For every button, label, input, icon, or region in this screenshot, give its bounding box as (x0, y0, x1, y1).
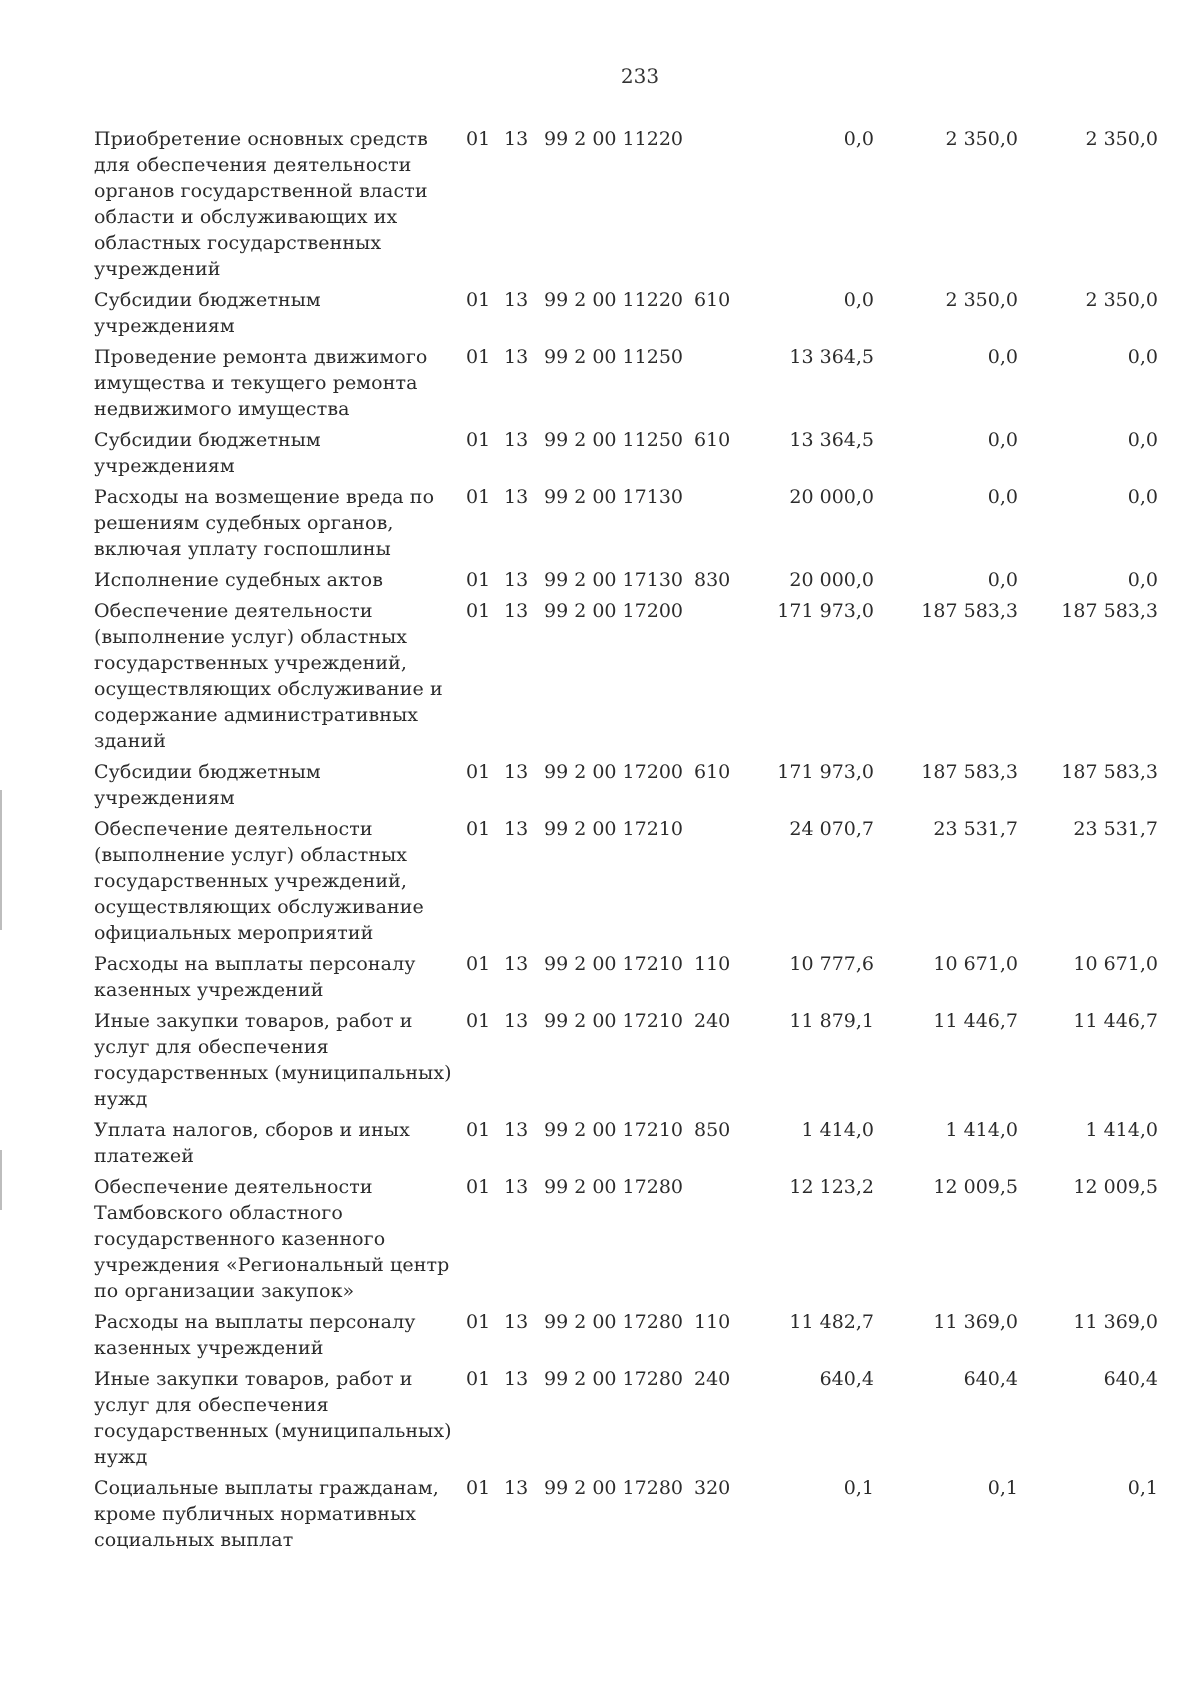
row-expense-type: 830 (694, 569, 731, 591)
row-amount-1: 0,0 (843, 289, 874, 311)
row-amount-2: 0,0 (987, 486, 1018, 508)
table-row (94, 484, 1174, 562)
row-amount-2: 10 671,0 (933, 953, 1018, 975)
row-amount-1: 20 000,0 (789, 569, 874, 591)
row-name: Субсидии бюджетным учреждениям (94, 289, 321, 337)
row-section-code: 01 (466, 1311, 491, 1333)
table-row (94, 1008, 1174, 1112)
row-amount-1: 11 482,7 (789, 1311, 874, 1333)
row-amount-3: 0,0 (1127, 429, 1158, 451)
table-row (94, 344, 1174, 422)
row-subsection-code: 13 (504, 1010, 529, 1032)
row-amount-3: 1 414,0 (1085, 1119, 1158, 1141)
table-row (94, 598, 1174, 754)
row-amount-2: 1 414,0 (945, 1119, 1018, 1141)
row-expense-type: 240 (694, 1010, 731, 1032)
row-name: Расходы на возмещение вреда по решениям судебных органов, включая уплату госпошлины (94, 486, 435, 560)
row-target-article: 99 2 00 11220 (544, 289, 684, 311)
table-row (94, 1366, 1174, 1470)
row-section-code: 01 (466, 289, 491, 311)
table-row (94, 816, 1174, 946)
scan-edge-mark (0, 790, 2, 930)
row-expense-type: 610 (694, 429, 731, 451)
row-subsection-code: 13 (504, 1176, 529, 1198)
row-amount-1: 24 070,7 (789, 818, 874, 840)
row-amount-1: 12 123,2 (789, 1176, 874, 1198)
row-amount-3: 2 350,0 (1085, 128, 1158, 150)
row-amount-1: 10 777,6 (789, 953, 874, 975)
row-expense-type: 110 (694, 953, 731, 975)
row-amount-2: 187 583,3 (921, 600, 1018, 622)
row-expense-type: 240 (694, 1368, 731, 1390)
table-row (94, 567, 1174, 593)
row-subsection-code: 13 (504, 569, 529, 591)
row-name: Проведение ремонта движимого имущества и текущего ремонта недвижимого имущества (94, 346, 428, 420)
row-amount-1: 171 973,0 (777, 600, 874, 622)
row-target-article: 99 2 00 17280 (544, 1477, 684, 1499)
row-target-article: 99 2 00 17130 (544, 486, 684, 508)
row-amount-1: 20 000,0 (789, 486, 874, 508)
row-name: Уплата налогов, сборов и иных платежей (94, 1119, 410, 1167)
row-amount-1: 0,0 (843, 128, 874, 150)
row-amount-3: 23 531,7 (1073, 818, 1158, 840)
row-name: Иные закупки товаров, работ и услуг для обеспечения государственных (муниципальных) нужд (94, 1010, 452, 1110)
row-amount-1: 640,4 (819, 1368, 874, 1390)
row-section-code: 01 (466, 818, 491, 840)
row-target-article: 99 2 00 17210 (544, 818, 684, 840)
row-amount-2: 640,4 (963, 1368, 1018, 1390)
row-subsection-code: 13 (504, 1311, 529, 1333)
row-section-code: 01 (466, 429, 491, 451)
row-amount-1: 13 364,5 (789, 346, 874, 368)
row-name: Обеспечение деятельности Тамбовского областного государственного казенного учреждения «Региональный центр по организации закупок» (94, 1176, 450, 1302)
row-section-code: 01 (466, 1477, 491, 1499)
row-amount-3: 10 671,0 (1073, 953, 1158, 975)
row-subsection-code: 13 (504, 128, 529, 150)
row-amount-3: 187 583,3 (1061, 600, 1158, 622)
row-amount-1: 1 414,0 (801, 1119, 874, 1141)
row-amount-2: 23 531,7 (933, 818, 1018, 840)
row-target-article: 99 2 00 17200 (544, 600, 684, 622)
row-section-code: 01 (466, 346, 491, 368)
row-amount-2: 11 446,7 (933, 1010, 1018, 1032)
row-subsection-code: 13 (504, 1368, 529, 1390)
row-target-article: 99 2 00 17280 (544, 1311, 684, 1333)
table-row (94, 1117, 1174, 1169)
row-name: Исполнение судебных актов (94, 569, 383, 591)
table-row (94, 126, 1174, 282)
row-subsection-code: 13 (504, 1119, 529, 1141)
row-amount-3: 0,0 (1127, 486, 1158, 508)
row-target-article: 99 2 00 11220 (544, 128, 684, 150)
row-subsection-code: 13 (504, 761, 529, 783)
table-row (94, 1309, 1174, 1361)
row-target-article: 99 2 00 17210 (544, 1010, 684, 1032)
row-amount-2: 0,1 (987, 1477, 1018, 1499)
row-amount-3: 187 583,3 (1061, 761, 1158, 783)
row-amount-1: 0,1 (843, 1477, 874, 1499)
row-name: Субсидии бюджетным учреждениям (94, 761, 321, 809)
row-expense-type: 110 (694, 1311, 731, 1333)
row-subsection-code: 13 (504, 600, 529, 622)
row-section-code: 01 (466, 1010, 491, 1032)
row-section-code: 01 (466, 486, 491, 508)
row-name: Субсидии бюджетным учреждениям (94, 429, 321, 477)
table-row (94, 1475, 1174, 1553)
row-amount-1: 171 973,0 (777, 761, 874, 783)
row-expense-type: 320 (694, 1477, 731, 1499)
row-amount-3: 640,4 (1103, 1368, 1158, 1390)
row-subsection-code: 13 (504, 953, 529, 975)
row-amount-2: 0,0 (987, 569, 1018, 591)
row-amount-3: 11 369,0 (1073, 1311, 1158, 1333)
table-row (94, 951, 1174, 1003)
row-section-code: 01 (466, 128, 491, 150)
row-amount-3: 2 350,0 (1085, 289, 1158, 311)
row-subsection-code: 13 (504, 1477, 529, 1499)
row-amount-2: 12 009,5 (933, 1176, 1018, 1198)
row-amount-3: 11 446,7 (1073, 1010, 1158, 1032)
row-section-code: 01 (466, 761, 491, 783)
row-amount-2: 2 350,0 (945, 289, 1018, 311)
row-name: Расходы на выплаты персоналу казенных учреждений (94, 953, 416, 1001)
row-target-article: 99 2 00 11250 (544, 346, 684, 368)
row-name: Иные закупки товаров, работ и услуг для обеспечения государственных (муниципальных) нужд (94, 1368, 452, 1468)
row-subsection-code: 13 (504, 486, 529, 508)
row-name: Обеспечение деятельности (выполнение услуг) областных государственных учреждений, осуществляющих обслуживание и содержание административных зданий (94, 600, 443, 752)
row-target-article: 99 2 00 17210 (544, 953, 684, 975)
row-amount-1: 11 879,1 (789, 1010, 874, 1032)
row-subsection-code: 13 (504, 289, 529, 311)
row-amount-3: 0,1 (1127, 1477, 1158, 1499)
row-subsection-code: 13 (504, 429, 529, 451)
row-subsection-code: 13 (504, 818, 529, 840)
row-name: Социальные выплаты гражданам, кроме публичных нормативных социальных выплат (94, 1477, 439, 1551)
row-target-article: 99 2 00 17200 (544, 761, 684, 783)
row-name: Приобретение основных средств для обеспечения деятельности органов государственной власти области и обслуживающих их областных государственных учреждений (94, 128, 428, 280)
table-row (94, 1174, 1174, 1304)
table-row (94, 427, 1174, 479)
row-amount-1: 13 364,5 (789, 429, 874, 451)
row-amount-2: 0,0 (987, 346, 1018, 368)
row-target-article: 99 2 00 17280 (544, 1368, 684, 1390)
row-target-article: 99 2 00 17280 (544, 1176, 684, 1198)
row-section-code: 01 (466, 1119, 491, 1141)
row-amount-2: 0,0 (987, 429, 1018, 451)
row-expense-type: 610 (694, 289, 731, 311)
table-row (94, 287, 1174, 339)
row-expense-type: 610 (694, 761, 731, 783)
row-section-code: 01 (466, 953, 491, 975)
row-target-article: 99 2 00 17130 (544, 569, 684, 591)
row-section-code: 01 (466, 1368, 491, 1390)
row-name: Расходы на выплаты персоналу казенных учреждений (94, 1311, 416, 1359)
table-row (94, 759, 1174, 811)
row-amount-2: 2 350,0 (945, 128, 1018, 150)
row-section-code: 01 (466, 569, 491, 591)
page-number: 233 (620, 64, 660, 88)
row-section-code: 01 (466, 1176, 491, 1198)
budget-table (94, 126, 1174, 1558)
scan-edge-mark (0, 1150, 2, 1210)
row-section-code: 01 (466, 600, 491, 622)
row-expense-type: 850 (694, 1119, 731, 1141)
row-amount-2: 11 369,0 (933, 1311, 1018, 1333)
row-target-article: 99 2 00 11250 (544, 429, 684, 451)
row-amount-3: 0,0 (1127, 346, 1158, 368)
row-amount-3: 0,0 (1127, 569, 1158, 591)
row-subsection-code: 13 (504, 346, 529, 368)
row-amount-2: 187 583,3 (921, 761, 1018, 783)
row-name: Обеспечение деятельности (выполнение услуг) областных государственных учреждений, осуществляющих обслуживание официальных мероприятий (94, 818, 424, 944)
row-target-article: 99 2 00 17210 (544, 1119, 684, 1141)
row-amount-3: 12 009,5 (1073, 1176, 1158, 1198)
